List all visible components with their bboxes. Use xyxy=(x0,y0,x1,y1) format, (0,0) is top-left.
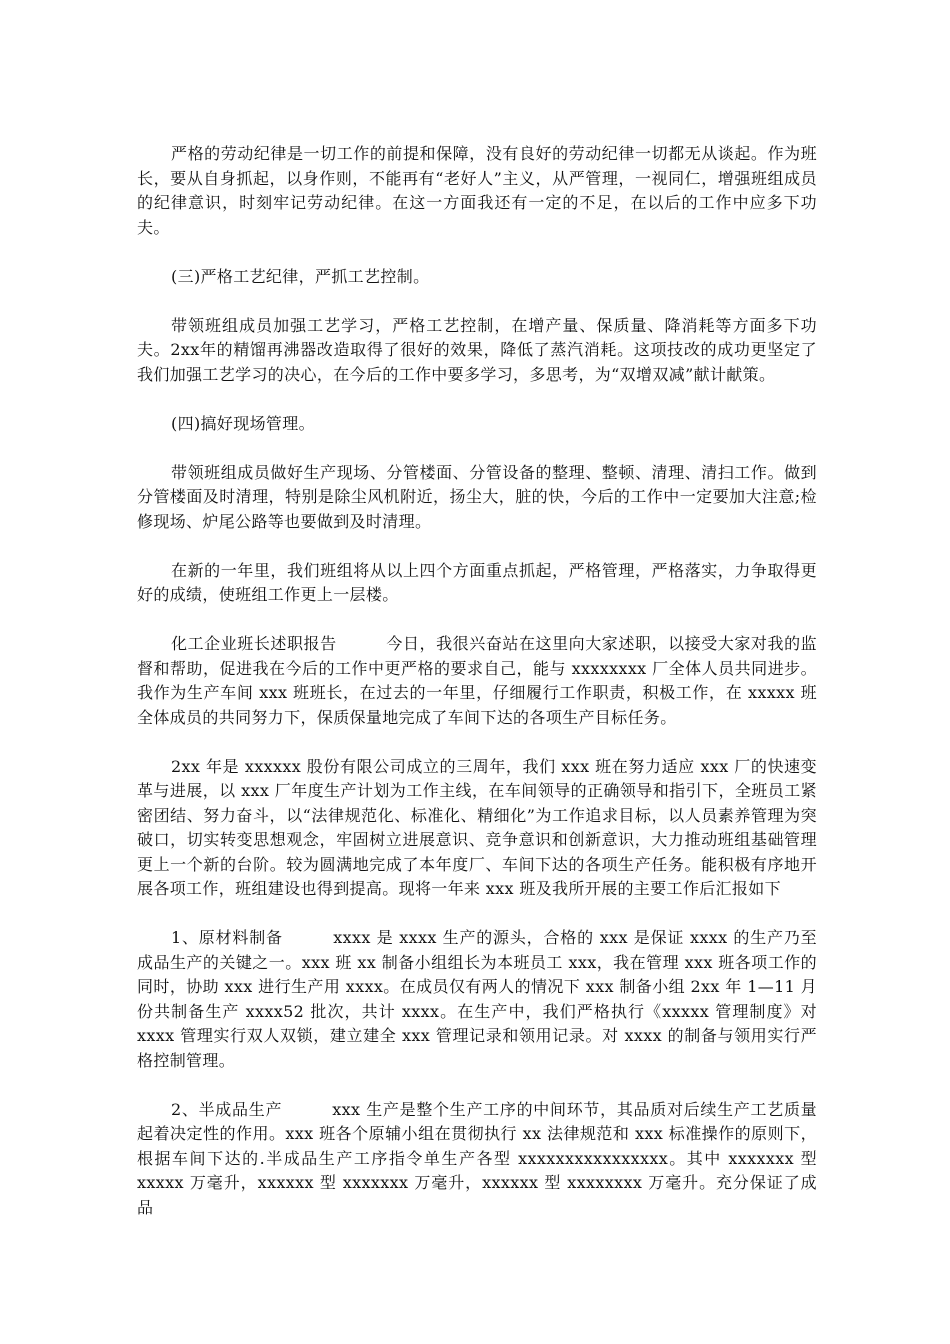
paragraph-new-year: 在新的一年里，我们班组将从以上四个方面重点抓起，严格管理，严格落实，力争取得更好的成绩，使班组工作更上一层楼。 xyxy=(137,560,817,604)
paragraph-raw-material: 1、原材料制备 xxxx 是 xxxx 生产的源头，合格的 xxx 是保证 xxxx 的生产乃至成品生产的关键之一。xxx 班 xx 制备小组组长为本班员工 xxx，我在管理 xxx 班各项工作的同时，协助 xxx 进行生产用 xxxx。在成员仅有两人的情况下 xxx 制备小组 2xx 年 1—11 月份共制备生产 xxxx52 批次，共计 xxxx。在生产中，我们严格执行《xxxxx 管理制度》对 xxxx 管理实行双人双锁，建立建全 xxx 管理记录和领用记录。对 xxxx 的制备与领用实行严格控制管理。 xyxy=(137,928,817,1070)
paragraph-process-control: 带领班组成员加强工艺学习，严格工艺控制，在增产量、保质量、降消耗等方面多下功夫。2xx年的精馏再沸器改造取得了很好的效果，降低了蒸汽消耗。这项技改的成功更坚定了我们加强工艺学习的决心，在今后的工作中要多学习，多思考，为“双增双减”献计献策。 xyxy=(137,315,817,384)
section-heading-3: (三)严格工艺纪律，严抓工艺控制。 xyxy=(171,266,430,286)
paragraph-site-management: 带领班组成员做好生产现场、分管楼面、分管设备的整理、整顿、清理、清扫工作。做到分管楼面及时清理，特别是除尘风机附近，扬尘大，脏的快，今后的工作中一定要加大注意;检修现场、炉尾公路等也要做到及时清理。 xyxy=(137,462,817,531)
document-page xyxy=(137,142,817,1245)
paragraph-semi-finished: 2、半成品生产 xxx 生产是整个生产工序的中间环节，其品质对后续生产工艺质量起着决定性的作用。xxx 班各个原辅小组在贯彻执行 xx 法律规范和 xxx 标准操作的原则下，根据车间下达的.半成品生产工序指令单生产各型 xxxxxxxxxxxxxxxx。其中 xxxxxxx 型 xxxxx 万毫升，xxxxxx 型 xxxxxxx 万毫升，xxxxxx 型 xxxxxxxx 万毫升。充分保证了成品 xyxy=(137,1099,817,1217)
paragraph-company-anniversary: 2xx 年是 xxxxxx 股份有限公司成立的三周年，我们 xxx 班在努力适应 xxx 厂的快速变革与进展，以 xxx 厂年度生产计划为工作主线，在车间领导的正确领导和指引下，全班员工紧密团结、努力奋斗，以“法律规范化、标准化、精细化”为工作追求目标，以人员素养管理为突破口，切实转变思想观念，牢固树立进展意识、竞争意识和创新意识，大力推动班组基础管理更上一个新的台阶。较为圆满地完成了本年度厂、车间下达的各项生产任务。能积极有序地开展各项工作，班组建设也得到提高。现将一年来 xxx 班及我所开展的主要工作后汇报如下 xyxy=(137,756,817,898)
section-heading-4: (四)搞好现场管理。 xyxy=(171,413,315,433)
paragraph-labor-discipline: 严格的劳动纪律是一切工作的前提和保障，没有良好的劳动纪律一切都无从谈起。作为班长，要从自身抓起，以身作则，不能再有“老好人”主义，从严管理，一视同仁，增强班组成员的纪律意识，时刻牢记劳动纪律。在这一方面我还有一定的不足，在以后的工作中应多下功夫。 xyxy=(137,144,817,237)
paragraph-report-intro: 化工企业班长述职报告 今日，我很兴奋站在这里向大家述职，以接受大家对我的监督和帮助，促进我在今后的工作中更严格的要求自己，能与 xxxxxxxx 厂全体人员共同进步。我作为生产车间 xxx 班班长，在过去的一年里，仔细履行工作职责，积极工作，在 xxxxx 班全体成员的共同努力下，保质保量地完成了车间下达的各项生产目标任务。 xyxy=(137,634,817,727)
